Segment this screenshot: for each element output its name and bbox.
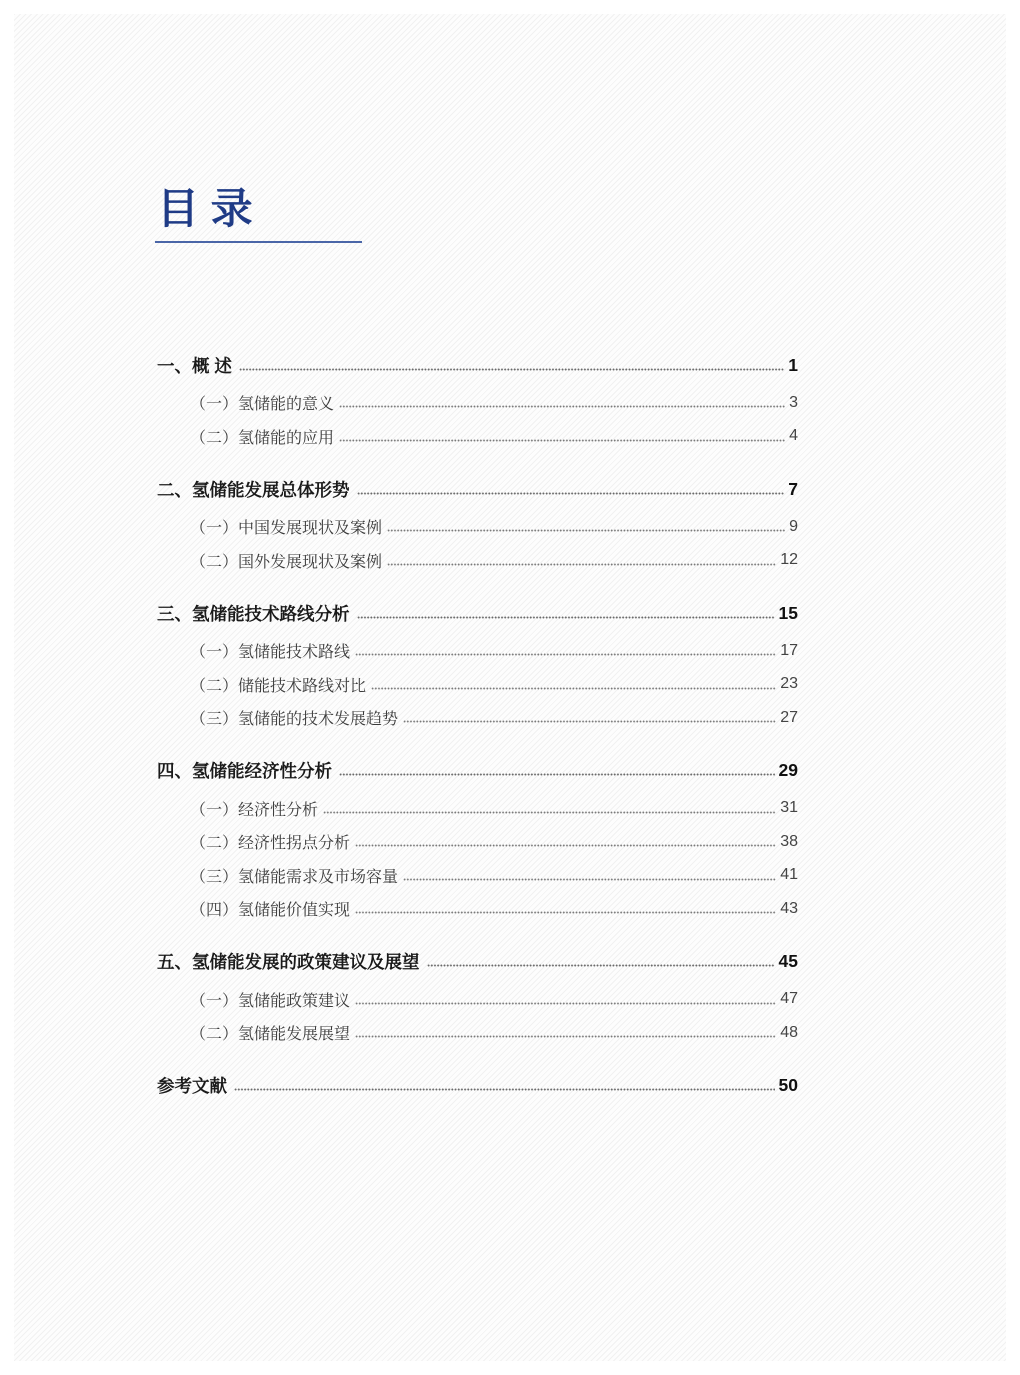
- dot-leader: [355, 653, 776, 656]
- toc-subsection-row: [157, 386, 798, 420]
- toc-section-row: [157, 468, 798, 510]
- toc-subsection-title: （一）氢储能技术路线: [190, 644, 351, 662]
- toc-page-number: 4: [789, 427, 798, 445]
- toc-page-number: 43: [780, 899, 798, 917]
- toc-group: [157, 1065, 798, 1107]
- toc-subsection-row: [157, 668, 798, 702]
- toc-subsection-title: （二）氢储能发展展望: [190, 1026, 351, 1044]
- toc-section-row: [157, 592, 798, 634]
- toc-subsection-title: （二）氢储能的应用: [190, 429, 335, 447]
- page-title: 目 录: [157, 185, 253, 232]
- dot-leader: [355, 911, 776, 914]
- dot-leader: [387, 563, 776, 566]
- toc-subsection-title: （四）氢储能价值实现: [190, 902, 351, 920]
- dot-leader: [355, 1035, 776, 1038]
- toc-section-row: [157, 344, 798, 386]
- toc-subsection-row: [157, 983, 798, 1017]
- dot-leader: [323, 811, 776, 814]
- toc-page-number: 3: [789, 393, 798, 411]
- toc-subsection-row: [157, 859, 798, 893]
- toc-subsection-row: [157, 825, 798, 859]
- toc-subsection-title: （二）国外发展现状及案例: [190, 553, 383, 571]
- dot-leader: [371, 687, 776, 690]
- toc-page-number: 47: [780, 990, 798, 1008]
- dot-leader: [339, 439, 785, 442]
- toc-section-title: 四、氢储能经济性分析: [157, 761, 332, 781]
- dot-leader: [339, 773, 775, 776]
- toc-page-number: 48: [780, 1023, 798, 1041]
- toc-page-number: 29: [778, 760, 798, 780]
- toc-subsection-title: （二）经济性拐点分析: [190, 835, 351, 853]
- dot-leader: [355, 1002, 776, 1005]
- toc-section-title: 二、氢储能发展总体形势: [157, 479, 350, 500]
- dot-leader: [239, 368, 784, 371]
- dot-leader: [427, 964, 775, 967]
- toc-page-number: 50: [778, 1075, 798, 1095]
- toc-subsection-title: （三）氢储能需求及市场容量: [190, 868, 399, 886]
- dot-leader: [355, 844, 776, 847]
- toc-page-number: 9: [789, 517, 798, 535]
- toc-subsection-row: [157, 420, 798, 454]
- toc-group: [157, 750, 798, 926]
- toc-subsection-row: [157, 892, 798, 926]
- toc-subsection-title: （三）氢储能的技术发展趋势: [190, 711, 399, 729]
- toc-subsection-title: （一）氢储能的意义: [190, 396, 335, 414]
- dot-leader: [357, 616, 775, 619]
- dot-leader: [387, 529, 785, 532]
- toc-group: [157, 344, 798, 453]
- toc-group: [157, 468, 798, 577]
- toc-group: [157, 592, 798, 735]
- toc-section-title: 五、氢储能发展的政策建议及展望: [157, 952, 420, 972]
- toc-subsection-row: [157, 634, 798, 668]
- toc-page-number: 7: [788, 478, 798, 499]
- toc-section-row: [157, 941, 798, 983]
- toc-subsection-row: [157, 701, 798, 735]
- toc-subsection-title: （一）氢储能政策建议: [190, 992, 351, 1010]
- toc-page-number: 45: [778, 951, 798, 971]
- toc-subsection-title: （一）经济性分析: [190, 801, 319, 819]
- toc-page-number: 38: [780, 832, 798, 850]
- toc-page-number: 15: [778, 602, 798, 623]
- toc-group: [157, 941, 798, 1050]
- toc-subsection-title: （二）储能技术路线对比: [190, 677, 367, 695]
- toc-page-number: 1: [788, 354, 798, 375]
- toc-subsection-row: [157, 792, 798, 826]
- toc-page-number: 17: [780, 641, 798, 659]
- toc-subsection-row: [157, 510, 798, 544]
- dot-leader: [357, 492, 785, 495]
- toc-section-row: [157, 1065, 798, 1107]
- toc-page-number: 31: [780, 799, 798, 817]
- toc-page-number: 41: [780, 866, 798, 884]
- dot-leader: [403, 720, 776, 723]
- title-underline: [155, 241, 362, 243]
- toc-section-title: 一、概 述: [157, 355, 232, 376]
- dot-leader: [403, 878, 776, 881]
- toc-section-title: 参考文献: [157, 1076, 227, 1096]
- toc-section-title: 三、氢储能技术路线分析: [157, 603, 350, 624]
- toc-subsection-row: [157, 1016, 798, 1050]
- dot-leader: [234, 1088, 775, 1091]
- toc-page-number: 12: [780, 551, 798, 569]
- table-of-contents: [157, 344, 798, 1122]
- toc-section-row: [157, 750, 798, 792]
- toc-subsection-row: [157, 544, 798, 578]
- toc-page-number: 23: [780, 675, 798, 693]
- dot-leader: [339, 405, 785, 408]
- toc-subsection-title: （一）中国发展现状及案例: [190, 520, 383, 538]
- toc-page-number: 27: [780, 708, 798, 726]
